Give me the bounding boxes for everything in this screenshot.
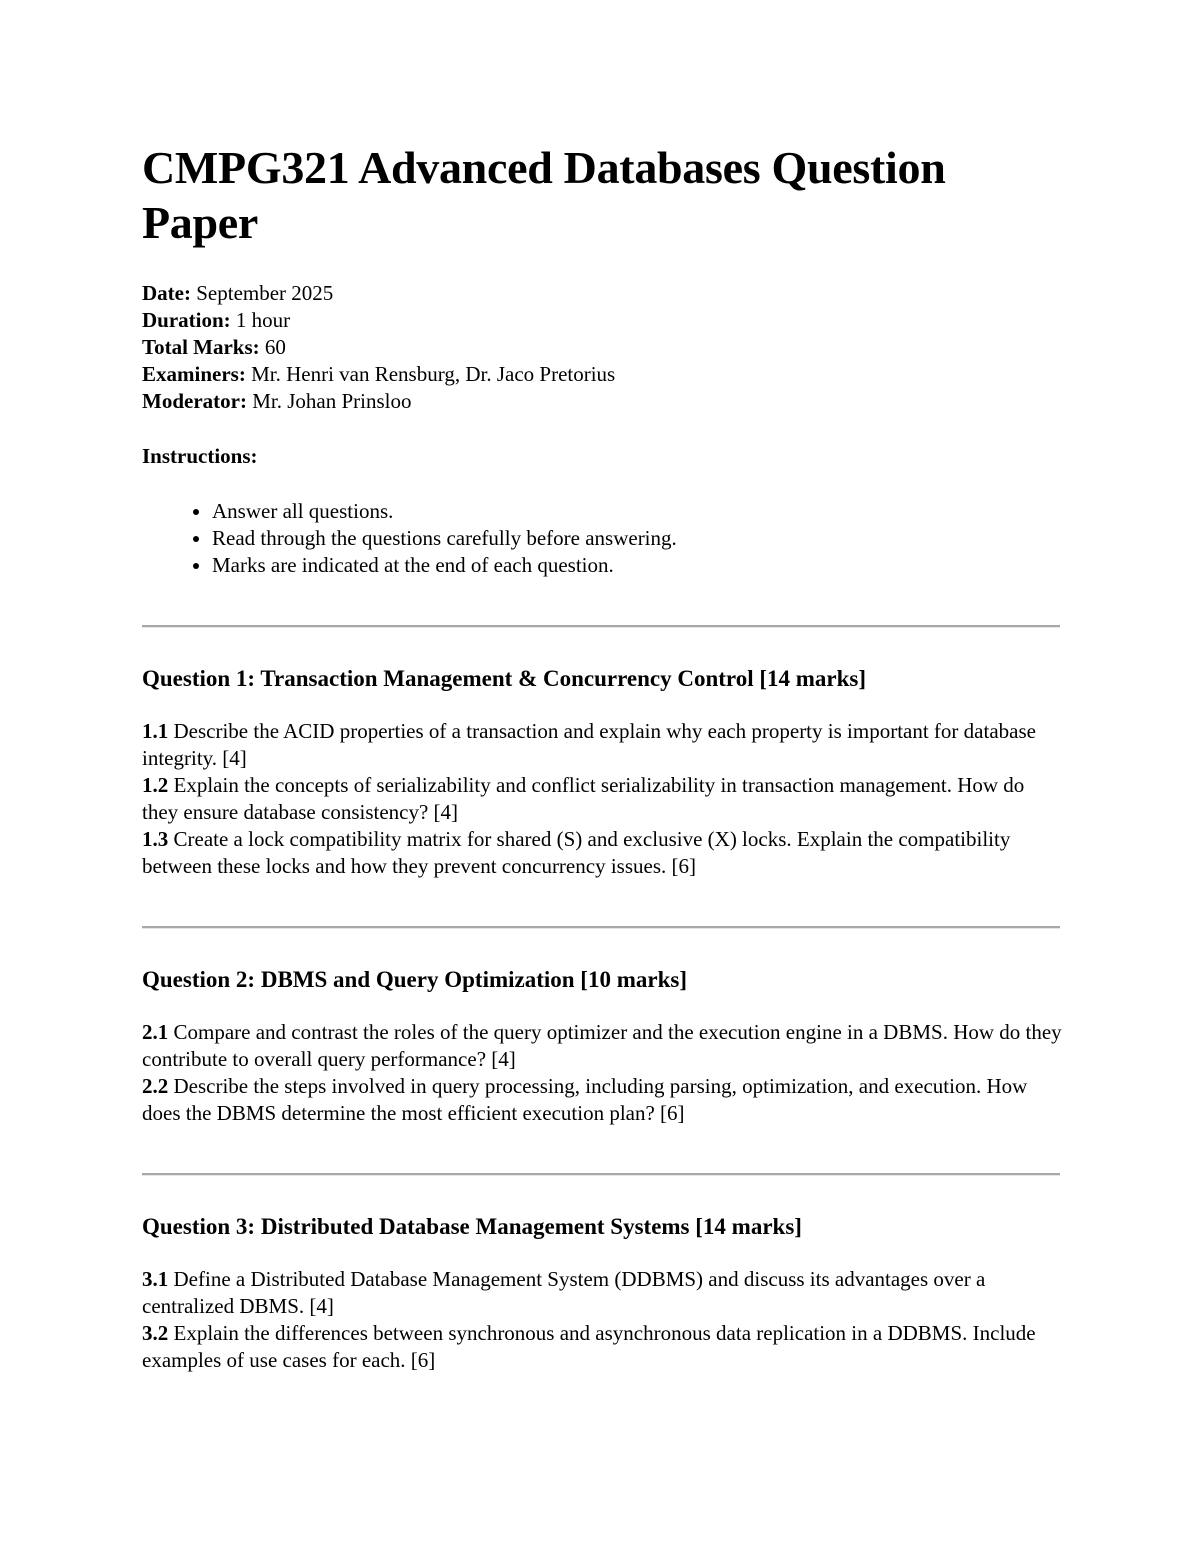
paper-metadata [142,280,1058,415]
part-number: 3.2 [142,1321,169,1345]
meta-examiners-label: Examiners: [142,362,246,386]
meta-moderator [142,388,1058,415]
part-text: Create a lock compatibility matrix for shared (S) and exclusive (X) locks. Explain the compatibility between these locks and how they prevent concurrency issues. [6] [142,827,1011,878]
instruction-item: • Marks are indicated at the end of each question. [212,552,1058,579]
part-number: 1.3 [142,827,169,851]
question-heading: Question 2: DBMS and Query Optimization [10 marks] [142,967,687,992]
meta-moderator-value: Mr. Johan Prinsloo [252,389,412,413]
part-number: 3.1 [142,1267,169,1291]
part-number: 2.2 [142,1074,169,1098]
meta-examiners [142,361,1058,388]
meta-duration-label: Duration: [142,308,231,332]
question-part [142,826,1062,880]
part-number: 1.1 [142,719,169,743]
meta-duration [142,307,1058,334]
question-heading: Question 1: Transaction Management & Concurrency Control [14 marks] [142,666,867,691]
question-part [142,772,1062,826]
meta-date-label: Date: [142,281,191,305]
meta-moderator-label: Moderator: [142,389,247,413]
question-body [142,1266,1062,1374]
question-part [142,1320,1062,1374]
part-text: Explain the differences between synchronous and asynchronous data replication in a DDBMS. Include examples of use cases for each. [6] [142,1321,1036,1372]
question-part [142,1266,1062,1320]
part-number: 1.2 [142,773,169,797]
meta-total-marks [142,334,1058,361]
instruction-item: • Answer all questions. [212,498,1058,525]
question-3 [142,1212,1058,1374]
question-body [142,718,1062,880]
question-body [142,1019,1062,1127]
meta-duration-value: 1 hour [235,308,291,332]
part-text: Describe the steps involved in query processing, including parsing, optimization, and execution. How does the DBMS determine the most efficient execution plan? [6] [142,1074,1028,1125]
meta-date [142,280,1058,307]
part-text: Describe the ACID properties of a transaction and explain why each property is important for database integrity. [4] [142,719,1036,770]
section-divider [142,625,1060,628]
section-divider [142,926,1060,929]
part-number: 2.1 [142,1020,169,1044]
question-2 [142,965,1062,1127]
meta-total-value: 60 [264,335,286,359]
instructions-list [142,498,1058,579]
meta-total-label: Total Marks: [142,335,260,359]
part-text: Explain the concepts of serializability and conflict serializability in transaction management. How do they ensure database consistency? [4] [142,773,1025,824]
meta-date-value: September 2025 [196,281,334,305]
question-heading: Question 3: Distributed Database Management Systems [14 marks] [142,1214,802,1239]
question-part [142,1019,1062,1073]
page-title: CMPG321 Advanced Databases Question Paper [142,142,946,248]
section-divider [142,1173,1060,1176]
question-1 [142,664,1058,880]
instruction-item: • Read through the questions carefully before answering. [212,525,1058,552]
meta-examiners-value: Mr. Henri van Rensburg, Dr. Jaco Pretorius [251,362,616,386]
question-part [142,1073,1062,1127]
part-text: Define a Distributed Database Management System (DDBMS) and discuss its advantages over a centralized DBMS. [4] [142,1267,986,1318]
part-text: Compare and contrast the roles of the query optimizer and the execution engine in a DBMS. How do they contribute to overall query performance? [4] [142,1020,1062,1071]
question-part [142,718,1062,772]
instructions-heading: Instructions: [142,444,258,468]
